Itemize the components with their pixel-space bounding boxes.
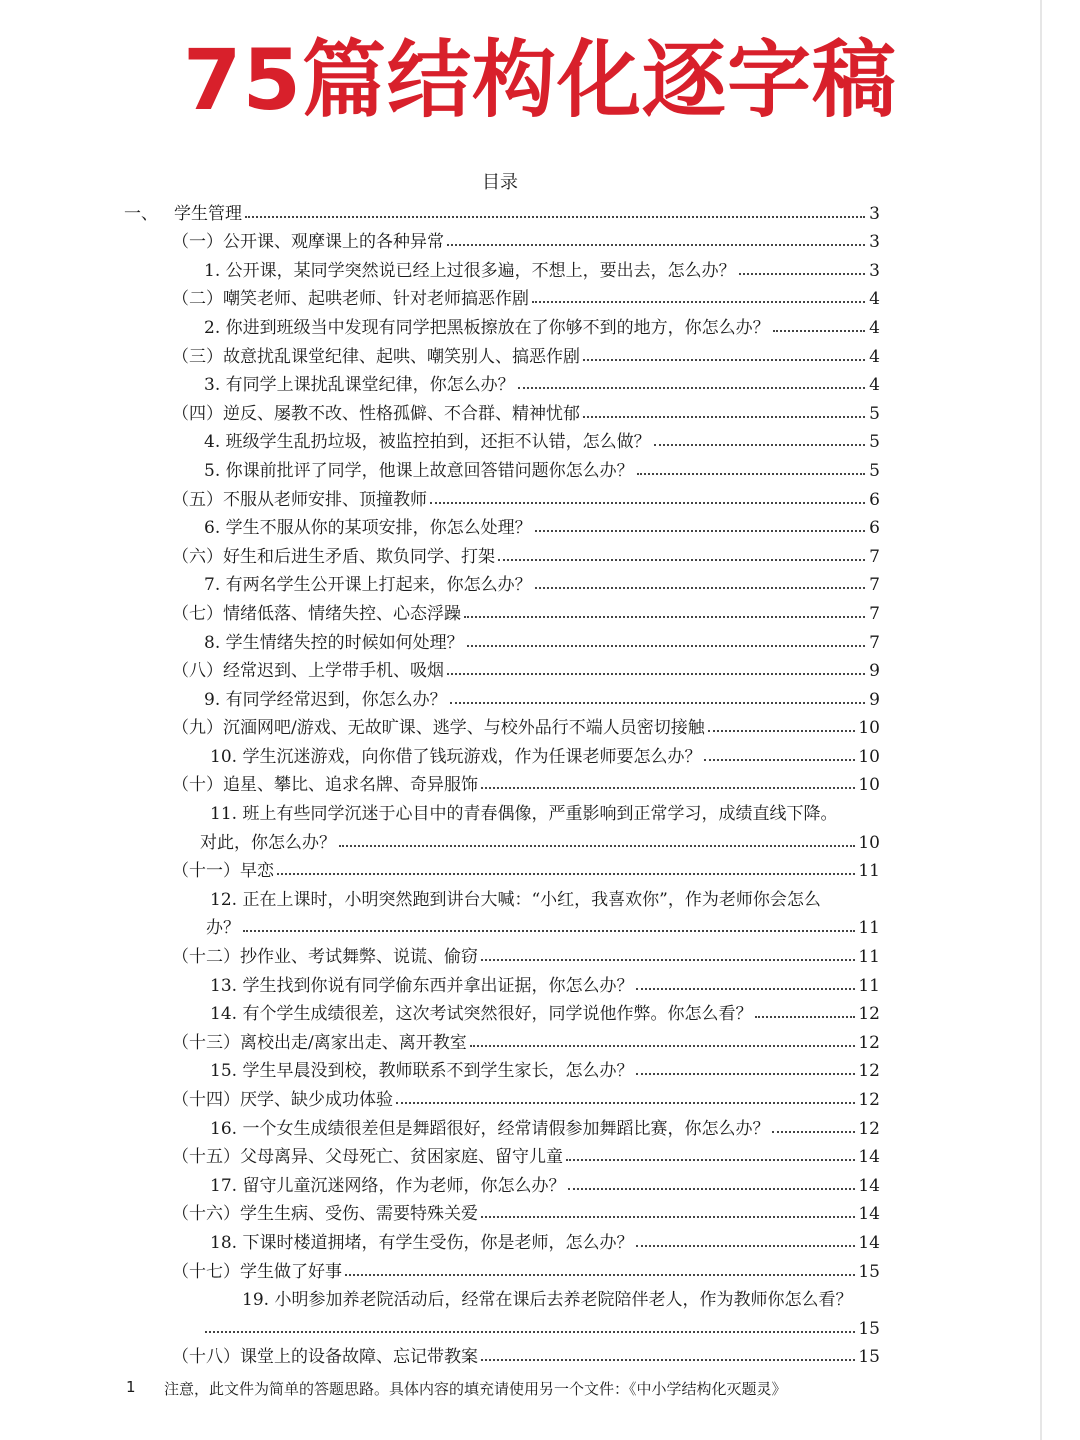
toc-entry-page: 3 bbox=[869, 260, 880, 281]
toc-entry[interactable] bbox=[118, 1339, 880, 1368]
toc-entry-page: 12 bbox=[858, 1004, 880, 1025]
toc-entry-page: 11 bbox=[858, 918, 880, 939]
toc-leader-dots bbox=[739, 273, 865, 275]
footer-note: 注意，此文件为简单的答题思路。具体内容的填充请使用另一个文件：《中小学结构化灭题灵》 bbox=[164, 1380, 787, 1398]
toc-entry-text: （四）逆反、屡教不改、性格孤僻、不合群、精神忧郁 bbox=[172, 403, 580, 424]
toc-entry-page: 14 bbox=[858, 1204, 880, 1225]
toc-entry-text: 18. 下课时楼道拥堵，有学生受伤，你是老师，怎么办？ bbox=[210, 1232, 634, 1253]
toc-entry-page: 7 bbox=[869, 575, 880, 596]
toc-entry[interactable] bbox=[118, 224, 880, 253]
toc-leader-dots bbox=[245, 216, 865, 218]
toc-entry-text: （十七）学生做了好事 bbox=[172, 1261, 342, 1282]
toc-entry[interactable] bbox=[118, 367, 880, 396]
toc-entry-page: 7 bbox=[869, 632, 880, 653]
toc-entry-page: 12 bbox=[858, 1118, 880, 1139]
toc-leader-dots bbox=[447, 244, 865, 246]
toc-entry-text: 19. 小明参加养老院活动后，经常在课后去养老院陪伴老人，作为教师你怎么看？ bbox=[242, 1290, 853, 1311]
toc-entry[interactable] bbox=[118, 938, 880, 967]
toc-entry[interactable] bbox=[118, 795, 880, 824]
page-edge-divider bbox=[1040, 0, 1042, 1440]
toc-entry-text: （十八）课堂上的设备故障、忘记带教案 bbox=[172, 1347, 478, 1368]
toc-entry[interactable] bbox=[118, 853, 880, 882]
toc-leader-dots bbox=[430, 502, 865, 504]
toc-entry-page: 12 bbox=[858, 1032, 880, 1053]
toc-leader-dots bbox=[704, 759, 855, 761]
toc-entry-text: 15. 学生早晨没到校，教师联系不到学生家长，怎么办？ bbox=[210, 1061, 634, 1082]
toc-entry-page: 3 bbox=[869, 203, 880, 224]
toc-entry-page: 4 bbox=[869, 375, 880, 396]
footer-page-number: 1 bbox=[126, 1378, 136, 1396]
footer bbox=[126, 1378, 946, 1399]
toc-entry[interactable] bbox=[118, 1196, 880, 1225]
toc-entry[interactable] bbox=[118, 452, 880, 481]
toc-entry-text: 9. 有同学经常迟到，你怎么办？ bbox=[204, 689, 447, 710]
toc-entry-number: 一、 bbox=[124, 203, 158, 224]
toc-entry-text: （九）沉湎网吧/游戏、无故旷课、逃学、与校外品行不端人员密切接触 bbox=[172, 718, 705, 739]
toc-leader-dots bbox=[636, 1245, 855, 1247]
toc-entry-text: 14. 有个学生成绩很差，这次考试突然很好，同学说他作弊。你怎么看？ bbox=[210, 1004, 753, 1025]
toc-leader-dots bbox=[277, 873, 855, 875]
toc-leader-dots bbox=[339, 845, 855, 847]
toc-entry[interactable] bbox=[118, 1081, 880, 1110]
toc-heading: 目录 bbox=[482, 172, 518, 193]
toc-entry[interactable] bbox=[118, 567, 880, 596]
toc-entry-text: （七）情绪低落、情绪失控、心态浮躁 bbox=[172, 603, 461, 624]
toc-leader-dots bbox=[481, 959, 855, 961]
toc-entry-page: 12 bbox=[858, 1061, 880, 1082]
page-title: 75篇结构化逐字稿 bbox=[183, 31, 897, 129]
toc-entry[interactable] bbox=[118, 1053, 880, 1082]
toc-entry-text: 对此，你怎么办？ bbox=[200, 832, 336, 853]
toc-entry-text: 11. 班上有些同学沉迷于心目中的青春偶像，严重影响到正常学习，成绩直线下降。 bbox=[210, 804, 838, 825]
toc-leader-dots bbox=[481, 1216, 855, 1218]
toc-leader-dots bbox=[636, 1073, 855, 1075]
toc-leader-dots bbox=[535, 530, 865, 532]
toc-entry-text: （十二）抄作业、考试舞弊、说谎、偷窃 bbox=[172, 947, 478, 968]
toc-entry[interactable] bbox=[118, 481, 880, 510]
toc-entry[interactable] bbox=[118, 710, 880, 739]
toc-entry-text: （十三）离校出走/离家出走、离开教室 bbox=[172, 1032, 467, 1053]
toc-entry[interactable] bbox=[118, 624, 880, 653]
toc-entry[interactable] bbox=[118, 824, 880, 853]
toc-entry-text: （二）嘲笑老师、起哄老师、针对老师搞恶作剧 bbox=[172, 289, 529, 310]
toc-leader-dots bbox=[637, 473, 865, 475]
toc-entry-text: （八）经常迟到、上学带手机、吸烟 bbox=[172, 661, 444, 682]
toc-leader-dots bbox=[773, 330, 865, 332]
toc-entry[interactable] bbox=[118, 510, 880, 539]
toc-entry-text: 8. 学生情绪失控的时候如何处理？ bbox=[204, 632, 464, 653]
toc-leader-dots bbox=[481, 787, 855, 789]
toc-leader-dots bbox=[583, 359, 865, 361]
toc-entry-text: （六）好生和后进生矛盾、欺负同学、打架 bbox=[172, 546, 495, 567]
table-of-contents bbox=[118, 195, 880, 1367]
toc-entry[interactable] bbox=[118, 338, 880, 367]
toc-entry-text: 办？ bbox=[206, 918, 240, 939]
toc-entry-page: 11 bbox=[858, 947, 880, 968]
toc-entry-page: 10 bbox=[858, 718, 880, 739]
toc-entry[interactable] bbox=[118, 1110, 880, 1139]
toc-entry-text: （十六）学生生病、受伤、需要特殊关爱 bbox=[172, 1204, 478, 1225]
toc-entry-text: 1. 公开课，某同学突然说已经上过很多遍，不想上，要出去，怎么办？ bbox=[204, 260, 736, 281]
toc-entry-page: 5 bbox=[869, 403, 880, 424]
toc-entry-page: 14 bbox=[858, 1175, 880, 1196]
toc-entry[interactable] bbox=[118, 309, 880, 338]
toc-entry[interactable] bbox=[118, 538, 880, 567]
toc-entry[interactable] bbox=[118, 1224, 880, 1253]
toc-leader-dots bbox=[467, 645, 865, 647]
toc-leader-dots bbox=[450, 702, 865, 704]
toc-leader-dots bbox=[345, 1274, 855, 1276]
toc-leader-dots bbox=[481, 1359, 855, 1361]
toc-leader-dots bbox=[205, 1331, 855, 1333]
toc-entry-text: 5. 你课前批评了同学，他课上故意回答错问题你怎么办？ bbox=[204, 460, 634, 481]
toc-leader-dots bbox=[708, 730, 856, 732]
toc-entry-text: 12. 正在上课时，小明突然跑到讲台大喊：“小红，我喜欢你”，作为老师你会怎么 bbox=[210, 889, 821, 910]
toc-entry-page: 15 bbox=[858, 1318, 880, 1339]
toc-entry[interactable] bbox=[118, 281, 880, 310]
toc-entry-text: （一）公开课、观摩课上的各种异常 bbox=[172, 232, 444, 253]
toc-entry-page: 10 bbox=[858, 775, 880, 796]
toc-entry[interactable] bbox=[118, 252, 880, 281]
toc-entry-text: （十四）厌学、缺少成功体验 bbox=[172, 1090, 393, 1110]
toc-entry-page: 12 bbox=[858, 1090, 880, 1110]
toc-leader-dots bbox=[464, 616, 865, 618]
toc-entry-text: 3. 有同学上课扰乱课堂纪律，你怎么办？ bbox=[204, 375, 515, 396]
toc-entry[interactable] bbox=[118, 1139, 880, 1168]
toc-entry[interactable] bbox=[118, 1282, 880, 1311]
toc-entry[interactable] bbox=[118, 1024, 880, 1053]
toc-leader-dots bbox=[498, 559, 865, 561]
toc-leader-dots bbox=[535, 587, 865, 589]
toc-entry[interactable] bbox=[118, 1167, 880, 1196]
toc-entry-page: 11 bbox=[858, 861, 880, 882]
toc-leader-dots bbox=[243, 930, 855, 932]
toc-entry-page: 6 bbox=[869, 518, 880, 539]
toc-entry-text: （十）追星、攀比、追求名牌、奇异服饰 bbox=[172, 775, 478, 796]
toc-entry[interactable] bbox=[118, 881, 880, 910]
toc-entry[interactable] bbox=[118, 395, 880, 424]
toc-leader-dots bbox=[568, 1188, 855, 1190]
toc-leader-dots bbox=[583, 416, 865, 418]
toc-entry[interactable] bbox=[118, 910, 880, 939]
toc-entry-page: 4 bbox=[869, 289, 880, 310]
toc-entry[interactable] bbox=[118, 1310, 880, 1339]
toc-entry-text: （五）不服从老师安排、顶撞教师 bbox=[172, 489, 427, 510]
toc-leader-dots bbox=[396, 1102, 855, 1104]
toc-entry[interactable] bbox=[118, 653, 880, 682]
toc-entry[interactable] bbox=[118, 738, 880, 767]
toc-entry-page: 9 bbox=[869, 689, 880, 710]
toc-entry-page: 11 bbox=[858, 975, 880, 996]
toc-entry-page: 5 bbox=[869, 432, 880, 453]
toc-entry[interactable] bbox=[118, 195, 880, 224]
toc-entry-text: 4. 班级学生乱扔垃圾，被监控拍到，还拒不认错，怎么做？ bbox=[204, 432, 651, 453]
toc-entry[interactable] bbox=[118, 595, 880, 624]
toc-entry-page: 7 bbox=[869, 546, 880, 567]
toc-leader-dots bbox=[532, 301, 865, 303]
toc-entry[interactable] bbox=[118, 996, 880, 1025]
toc-leader-dots bbox=[755, 1016, 855, 1018]
toc-entry-page: 15 bbox=[858, 1261, 880, 1282]
toc-entry-page: 14 bbox=[858, 1232, 880, 1253]
toc-entry-page: 4 bbox=[869, 346, 880, 367]
toc-leader-dots bbox=[518, 387, 865, 389]
toc-leader-dots bbox=[566, 1159, 855, 1161]
toc-entry-text: 7. 有两名学生公开课上打起来，你怎么办？ bbox=[204, 575, 532, 596]
toc-leader-dots bbox=[772, 1131, 855, 1133]
toc-entry-page: 15 bbox=[858, 1347, 880, 1368]
toc-entry-page: 6 bbox=[869, 489, 880, 510]
toc-entry-page: 4 bbox=[869, 317, 880, 338]
toc-entry-page: 5 bbox=[869, 460, 880, 481]
toc-entry-page: 14 bbox=[858, 1147, 880, 1168]
toc-entry-page: 10 bbox=[858, 832, 880, 853]
toc-entry-text: 17. 留守儿童沉迷网络，作为老师，你怎么办？ bbox=[210, 1175, 566, 1196]
toc-entry-page: 7 bbox=[869, 603, 880, 624]
toc-entry-text: （三）故意扰乱课堂纪律、起哄、嘲笑别人、搞恶作剧 bbox=[172, 346, 580, 367]
toc-entry-page: 9 bbox=[869, 661, 880, 682]
toc-leader-dots bbox=[447, 673, 865, 675]
toc-entry[interactable] bbox=[118, 767, 880, 796]
toc-entry-text: 10. 学生沉迷游戏，向你借了钱玩游戏，作为任课老师要怎么办？ bbox=[210, 746, 702, 767]
toc-entry-text: 2. 你进到班级当中发现有同学把黑板擦放在了你够不到的地方，你怎么办？ bbox=[204, 317, 770, 338]
toc-entry[interactable] bbox=[118, 681, 880, 710]
toc-entry-text: 6. 学生不服从你的某项安排，你怎么处理？ bbox=[204, 518, 532, 539]
toc-leader-dots bbox=[470, 1045, 856, 1047]
toc-entry-text: 学生管理 bbox=[174, 203, 242, 224]
toc-entry-page: 3 bbox=[869, 232, 880, 253]
toc-entry-text: （十五）父母离异、父母死亡、贫困家庭、留守儿童 bbox=[172, 1147, 563, 1168]
toc-entry[interactable] bbox=[118, 424, 880, 453]
toc-entry-text: 16. 一个女生成绩很差但是舞蹈很好，经常请假参加舞蹈比赛，你怎么办？ bbox=[210, 1118, 770, 1139]
toc-entry-text: 13. 学生找到你说有同学偷东西并拿出证据，你怎么办？ bbox=[210, 975, 634, 996]
toc-leader-dots bbox=[654, 444, 865, 446]
toc-entry[interactable] bbox=[118, 967, 880, 996]
toc-entry[interactable] bbox=[118, 1253, 880, 1282]
toc-leader-dots bbox=[636, 988, 855, 990]
toc-entry-text: （十一）早恋 bbox=[172, 861, 274, 882]
toc-entry-page: 10 bbox=[858, 746, 880, 767]
